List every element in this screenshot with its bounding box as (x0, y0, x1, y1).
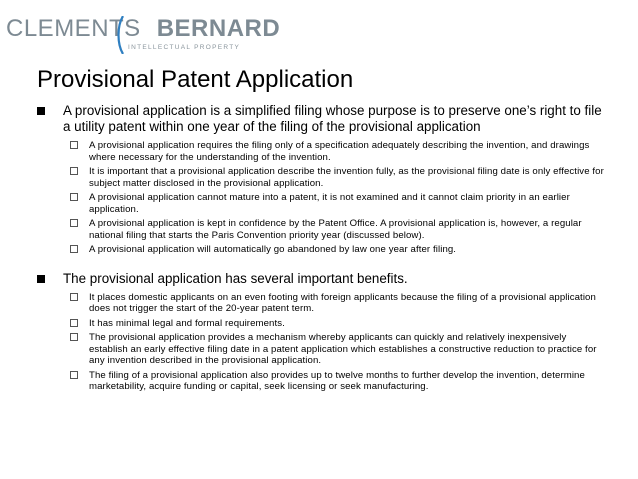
hollow-square-bullet-icon (70, 371, 78, 379)
hollow-square-bullet-icon (70, 293, 78, 301)
sub-bullet (37, 192, 607, 215)
hollow-square-bullet-icon (70, 193, 78, 201)
sub-bullet-text: It is important that a provisional application describe the invention fully, as the provisional filing date is only effective for subject matter disclosed in the provisional application. (89, 166, 604, 189)
hollow-square-bullet-icon (70, 333, 78, 341)
sub-bullet (37, 218, 607, 241)
sub-bullet (37, 332, 607, 367)
sub-bullet (37, 370, 607, 393)
bullet-text: A provisional application is a simplified filing whose purpose is to preserve one’s right to file a utility patent within one year of the filing of the provisional application (63, 103, 602, 134)
sub-bullet (37, 244, 607, 256)
sub-bullet (37, 318, 607, 330)
logo-text-right: BERNARD (156, 15, 281, 42)
sub-bullet-text: It has minimal legal and formal requirements. (89, 317, 285, 329)
sub-bullet (37, 292, 607, 315)
hollow-square-bullet-icon (70, 319, 78, 327)
sub-bullet-text: A provisional application will automatically go abandoned by law one year after filing. (89, 244, 457, 255)
logo-text-left: CLEMENTS (6, 15, 141, 42)
bullet-text: The provisional application has several important benefits. (63, 270, 408, 286)
square-bullet-icon (37, 107, 45, 115)
sub-bullet-text: The provisional application provides a mechanism whereby applicants can quickly and relatively inexpensively establish an early effective filing date in a patent application which establishes a constructive reduction to practice for any invention described in the provisional application. (89, 332, 597, 366)
sub-bullet (37, 166, 607, 189)
sub-bullet-text: The filing of a provisional application also provides up to twelve months to further develop the invention, determine marketability, acquire funding or capital, seek licensing or seek manufacturing. (89, 369, 585, 392)
company-logo (6, 14, 281, 58)
slide-title: Provisional Patent Application (37, 66, 354, 93)
sub-bullet-text: A provisional application requires the filing only of a specification adequately describing the invention, and drawings where necessary for the understanding of the invention. (89, 140, 590, 163)
bullet-2 (37, 271, 607, 287)
sub-bullet (37, 140, 607, 163)
sub-bullet-text: It places domestic applicants on an even footing with foreign applicants because the filing of a provisional application does not trigger the start of the 20-year patent term. (89, 291, 596, 314)
hollow-square-bullet-icon (70, 245, 78, 253)
square-bullet-icon (37, 275, 45, 283)
hollow-square-bullet-icon (70, 219, 78, 227)
hollow-square-bullet-icon (70, 141, 78, 149)
sub-bullet-text: A provisional application cannot mature into a patent, it is not examined and it cannot claim priority in an earlier application. (89, 192, 570, 215)
logo-swoosh-icon (116, 16, 126, 54)
logo-subtitle: INTELLECTUAL PROPERTY (128, 44, 241, 51)
bullet-1 (37, 103, 607, 135)
slide-content (37, 103, 607, 396)
sub-bullet-text: A provisional application is kept in confidence by the Patent Office. A provisional application is, however, a regular national filing that starts the Paris Convention priority year (discussed below). (89, 218, 582, 241)
hollow-square-bullet-icon (70, 167, 78, 175)
